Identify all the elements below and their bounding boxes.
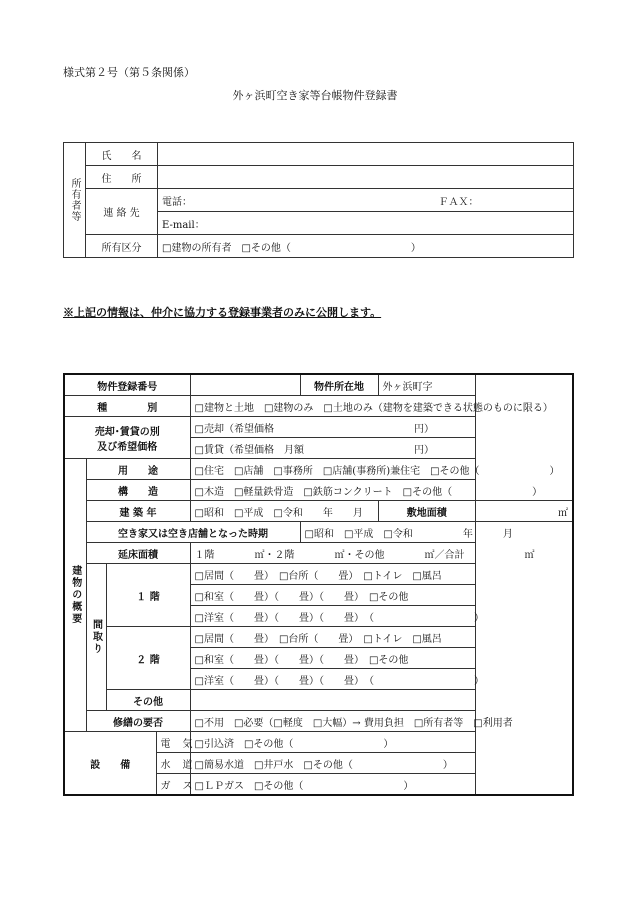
location-field[interactable]: 外ヶ浜町字 [378,374,476,396]
owner-name-label: 氏 名 [86,143,158,166]
electric-options[interactable]: □引込済 □その他（ ） [190,732,476,753]
use-options[interactable]: □住宅 □店舗 □事務所 □店舗(事務所)兼住宅 □その他（ ） [190,459,476,480]
phone-label: 電話： [162,196,192,208]
floor2-row[interactable]: □洋室（ 畳）（ 畳）（ 畳） （ ） [190,669,476,690]
floor2-row[interactable]: □居間（ 畳） □台所（ 畳） □トイレ □風呂 [190,627,476,648]
floor2-row[interactable]: □和室（ 畳）（ 畳）（ 畳） □その他 [190,648,476,669]
owner-contact-label: 連 絡 先 [86,189,158,235]
type-label: 種 別 [64,396,190,417]
layout-label: 間取り [86,564,106,711]
electric-label: 電 気 [156,732,190,753]
floor2-label: ２ 階 [106,627,190,690]
owner-category-label: 所有区分 [86,235,158,258]
sale-rent-label-line2: 及び希望価格 [97,441,158,453]
water-options[interactable]: □簡易水道 □井戸水 □その他（ ） [190,753,476,774]
use-label: 用 途 [86,459,190,480]
floor-area-label: 延床面積 [86,543,190,564]
floor-area-field[interactable]: １階 ㎡・２階 ㎡・その他 ㎡／合計 ㎡ [190,543,476,564]
site-area-field[interactable] [476,501,574,522]
registration-number-field[interactable] [190,374,300,396]
repair-label: 修繕の要否 [86,711,190,732]
site-area-unit: ㎡ [558,507,568,519]
repair-options[interactable]: □不用 □必要（□軽度 □大幅）→ 費用負担 □所有者等 □利用者 [190,711,476,732]
owner-table [63,142,574,258]
location-label: 物件所在地 [300,374,378,396]
floor1-row[interactable]: □居間（ 畳） □台所（ 畳） □トイレ □風呂 [190,564,476,585]
structure-options[interactable]: □木造 □軽量鉄骨造 □鉄筋コンクリート □その他（ ） [190,480,476,501]
floor1-row[interactable]: □洋室（ 畳）（ 畳）（ 畳） （ ） [190,606,476,627]
property-table [63,373,574,796]
fax-label: ＦＡＸ： [438,196,479,208]
owner-group-label: 所有者等 [64,143,86,258]
owner-category-options[interactable]: □建物の所有者 □その他（ ） [158,235,574,258]
document-title: 外ヶ浜町空き家等台帳物件登録書 [232,89,398,102]
owner-address-field[interactable] [158,166,574,189]
water-label: 水 道 [156,753,190,774]
building-overview-label: 建物の概要 [64,459,86,732]
structure-label: 構 造 [86,480,190,501]
site-area-label: 敷地面積 [378,501,476,522]
floor1-label: １ 階 [106,564,190,627]
type-options[interactable]: □建物と土地 □建物のみ □土地のみ（建物を建築できる状態のものに限る） [190,396,476,417]
disclosure-notice: ※上記の情報は、仲介に協力する登録事業者のみに公開します。 [63,306,382,319]
layout-other-label: その他 [106,690,190,711]
vacant-since-label: 空き家又は空き店舗となった時期 [86,522,300,543]
sale-option[interactable]: □売却（希望価格 円） [190,417,476,438]
owner-phone-field[interactable] [158,189,574,212]
owner-email-field[interactable] [158,212,574,235]
email-label: E-mail： [162,219,205,231]
floor1-row[interactable]: □和室（ 畳）（ 畳）（ 畳） □その他 [190,585,476,606]
sale-rent-label [64,417,190,459]
sale-rent-label-line1: 売却･賃貸の別 [94,426,160,438]
layout-other-field[interactable] [190,690,476,711]
gas-options[interactable]: □ＬＰガス □その他（ ） [190,774,476,796]
rent-option[interactable]: □賃貸（希望価格 月額 円） [190,438,476,459]
owner-address-label: 住 所 [86,166,158,189]
registration-number-label: 物件登録番号 [64,374,190,396]
owner-name-field[interactable] [158,143,574,166]
built-year-options[interactable]: □昭和 □平成 □令和 年 月 [190,501,378,522]
equipment-label: 設 備 [64,732,156,796]
vacant-since-options[interactable]: □昭和 □平成 □令和 年 月 [300,522,476,543]
form-number: 様式第２号（第５条関係） [63,66,195,79]
built-year-label: 建 築 年 [86,501,190,522]
gas-label: ガ ス [156,774,190,796]
